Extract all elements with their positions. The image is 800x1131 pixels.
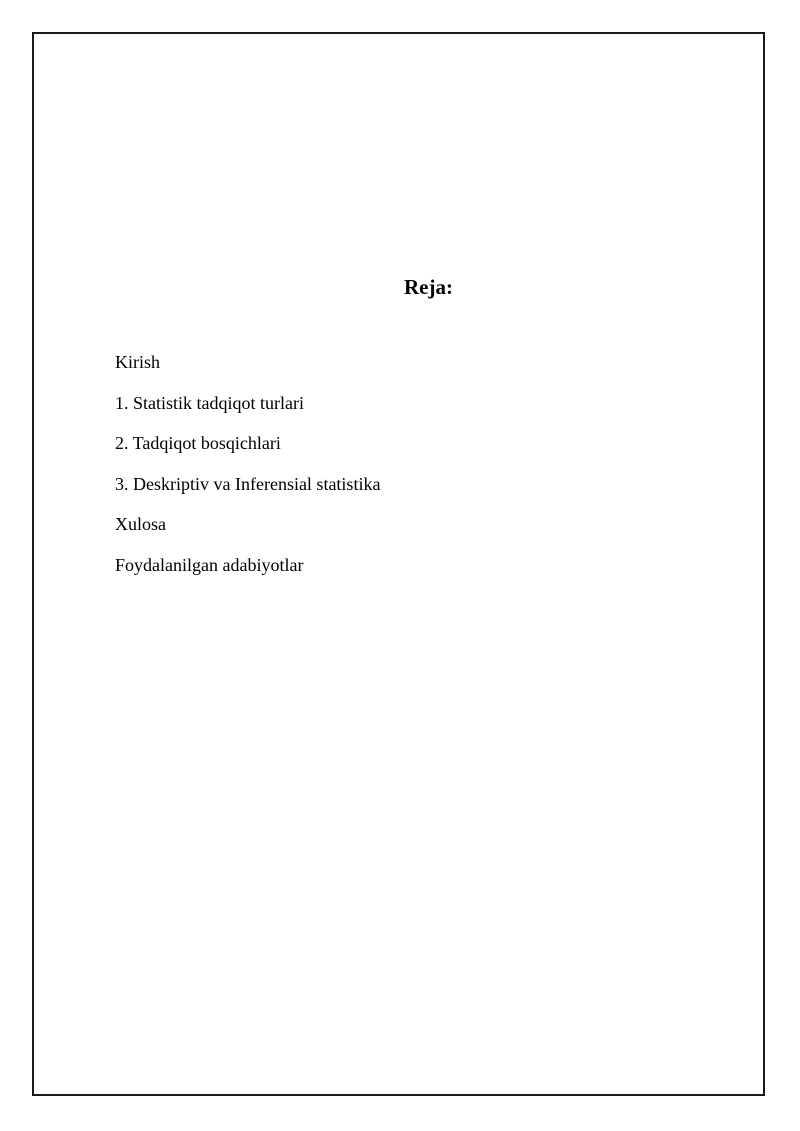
toc-item-deskriptiv-inferensial: 3. Deskriptiv va Inferensial statistika: [115, 473, 381, 494]
toc-item-tadqiqot-bosqichlari: 2. Tadqiqot bosqichlari: [115, 433, 281, 453]
page-title: Reja:: [404, 275, 453, 299]
table-of-contents: [115, 350, 380, 593]
toc-item-statistik-tadqiqot-turlari: 1. Statistik tadqiqot turlari: [115, 392, 304, 413]
toc-item-kirish: Kirish: [115, 352, 160, 372]
toc-item-xulosa: Xulosa: [115, 514, 166, 534]
toc-item-adabiyotlar: Foydalanilgan adabiyotlar: [115, 554, 304, 575]
